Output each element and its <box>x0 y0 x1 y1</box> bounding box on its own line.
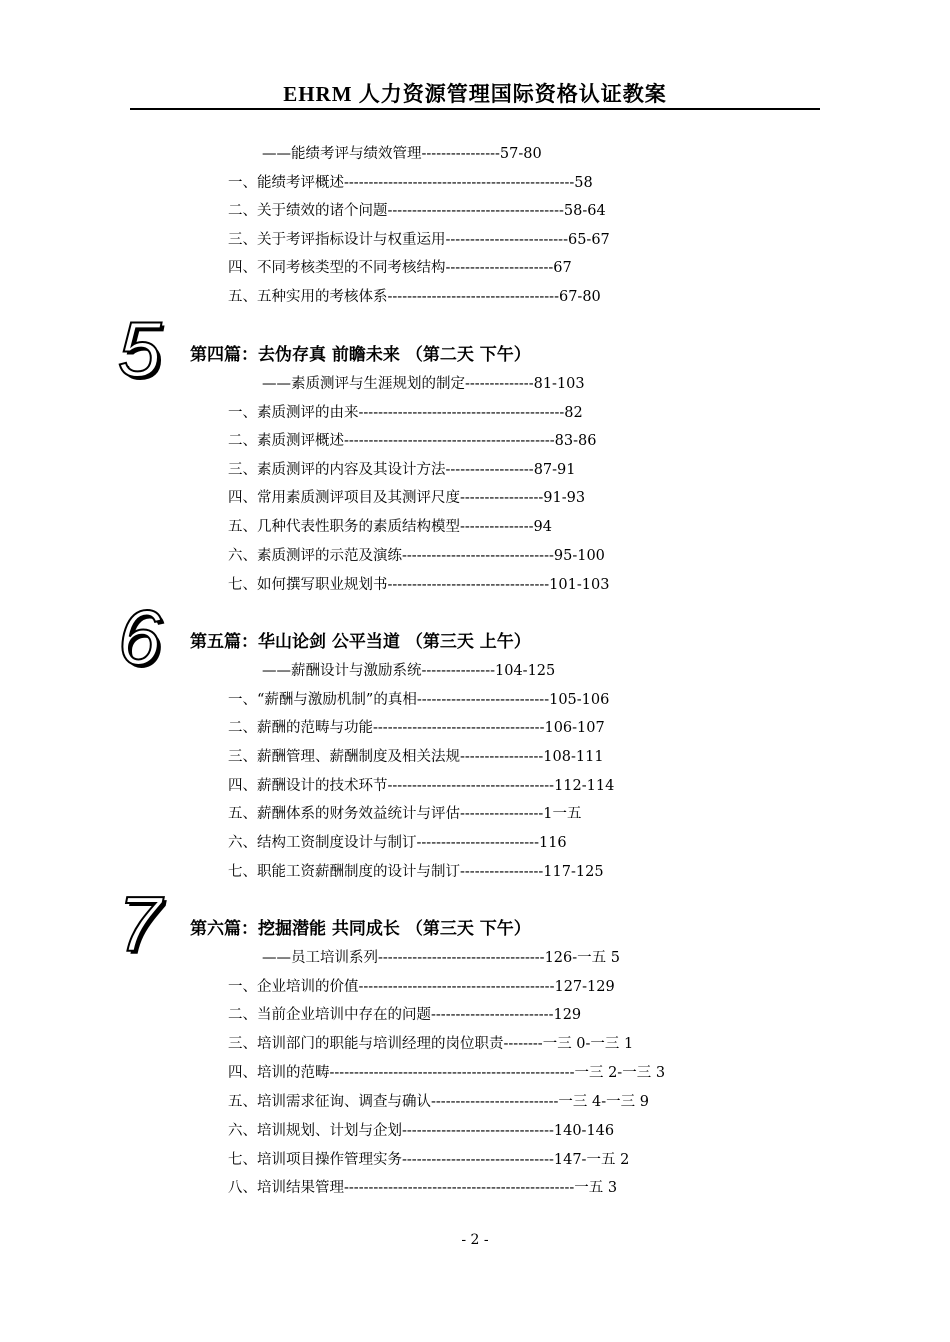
toc-entry: 二、素质测评概述-------------------------------------------83-86 <box>228 433 597 449</box>
section-subtitle: ——薪酬设计与激励系统---------------104-125 <box>262 663 556 679</box>
section-subtitle: ——素质测评与生涯规划的制定--------------81-103 <box>262 376 585 392</box>
toc-entry: 七、培训项目操作管理实务-------------------------------147-一五 2 <box>228 1152 630 1168</box>
toc-entry: 三、素质测评的内容及其设计方法------------------87-91 <box>228 462 576 478</box>
toc-entry: 七、如何撰写职业规划书---------------------------------101-103 <box>228 577 610 593</box>
toc-entry: 七、职能工资薪酬制度的设计与制订-----------------117-125 <box>228 864 604 880</box>
toc-entry: 六、结构工资制度设计与制订-------------------------116 <box>228 835 567 851</box>
toc-entry: 一、企业培训的价值----------------------------------------127-129 <box>228 979 615 995</box>
toc-entry: 六、培训规划、计划与企划-------------------------------140-146 <box>228 1123 615 1139</box>
document-header-title: EHRM 人力资源管理国际资格认证教案 <box>283 82 667 106</box>
section-subtitle: ——能绩考评与绩效管理----------------57-80 <box>262 146 542 162</box>
page-number: - 2 - <box>461 1232 489 1248</box>
toc-entry: 三、培训部门的职能与培训经理的岗位职责--------一三 0-一三 1 <box>228 1036 634 1052</box>
section-number-badge: 5 <box>118 305 162 393</box>
toc-entry: 八、培训结果管理-----------------------------------------------一五 3 <box>228 1180 618 1196</box>
toc-entry: 四、培训的范畴--------------------------------------------------一三 2-一三 3 <box>228 1065 666 1081</box>
toc-entry: 三、薪酬管理、薪酬制度及相关法规-----------------108-111 <box>228 749 604 765</box>
toc-entry: 五、几种代表性职务的素质结构模型---------------94 <box>228 519 552 535</box>
toc-entry: 六、素质测评的示范及演练-------------------------------95-100 <box>228 548 605 564</box>
section-heading: 第五篇：华山论剑 公平当道 （第三天 上午） <box>190 632 531 652</box>
section-number-badge: 7 <box>118 880 162 968</box>
toc-entry: 三、关于考评指标设计与权重运用-------------------------65-67 <box>228 232 610 248</box>
header-rule <box>130 108 820 110</box>
toc-entry: 一、素质测评的由来------------------------------------------82 <box>228 405 583 421</box>
toc-entry: 一、能绩考评概述-----------------------------------------------58 <box>228 175 593 191</box>
section-heading: 第四篇：去伪存真 前瞻未来 （第二天 下午） <box>190 345 531 365</box>
toc-entry: 四、薪酬设计的技术环节----------------------------------112-114 <box>228 778 615 794</box>
section-subtitle: ——员工培训系列----------------------------------126-一五 5 <box>262 950 620 966</box>
toc-entry: 二、关于绩效的诸个问题------------------------------------58-64 <box>228 203 606 219</box>
toc-entry: 二、当前企业培训中存在的问题-------------------------129 <box>228 1007 582 1023</box>
section-heading: 第六篇：挖掘潜能 共同成长 （第三天 下午） <box>190 919 531 939</box>
toc-entry: 二、薪酬的范畴与功能-----------------------------------106-107 <box>228 720 605 736</box>
toc-entry: 一、“薪酬与激励机制”的真相---------------------------105-106 <box>228 692 610 708</box>
toc-entry: 五、培训需求征询、调查与确认--------------------------一三 4-一三 9 <box>228 1094 649 1110</box>
toc-entry: 四、常用素质测评项目及其测评尺度-----------------91-93 <box>228 490 586 506</box>
toc-entry: 五、五种实用的考核体系-----------------------------------67-80 <box>228 289 601 305</box>
section-number-badge: 6 <box>118 593 162 681</box>
toc-entry: 五、薪酬体系的财务效益统计与评估-----------------1一五 <box>228 806 582 822</box>
toc-entry: 四、不同考核类型的不同考核结构----------------------67 <box>228 260 572 276</box>
